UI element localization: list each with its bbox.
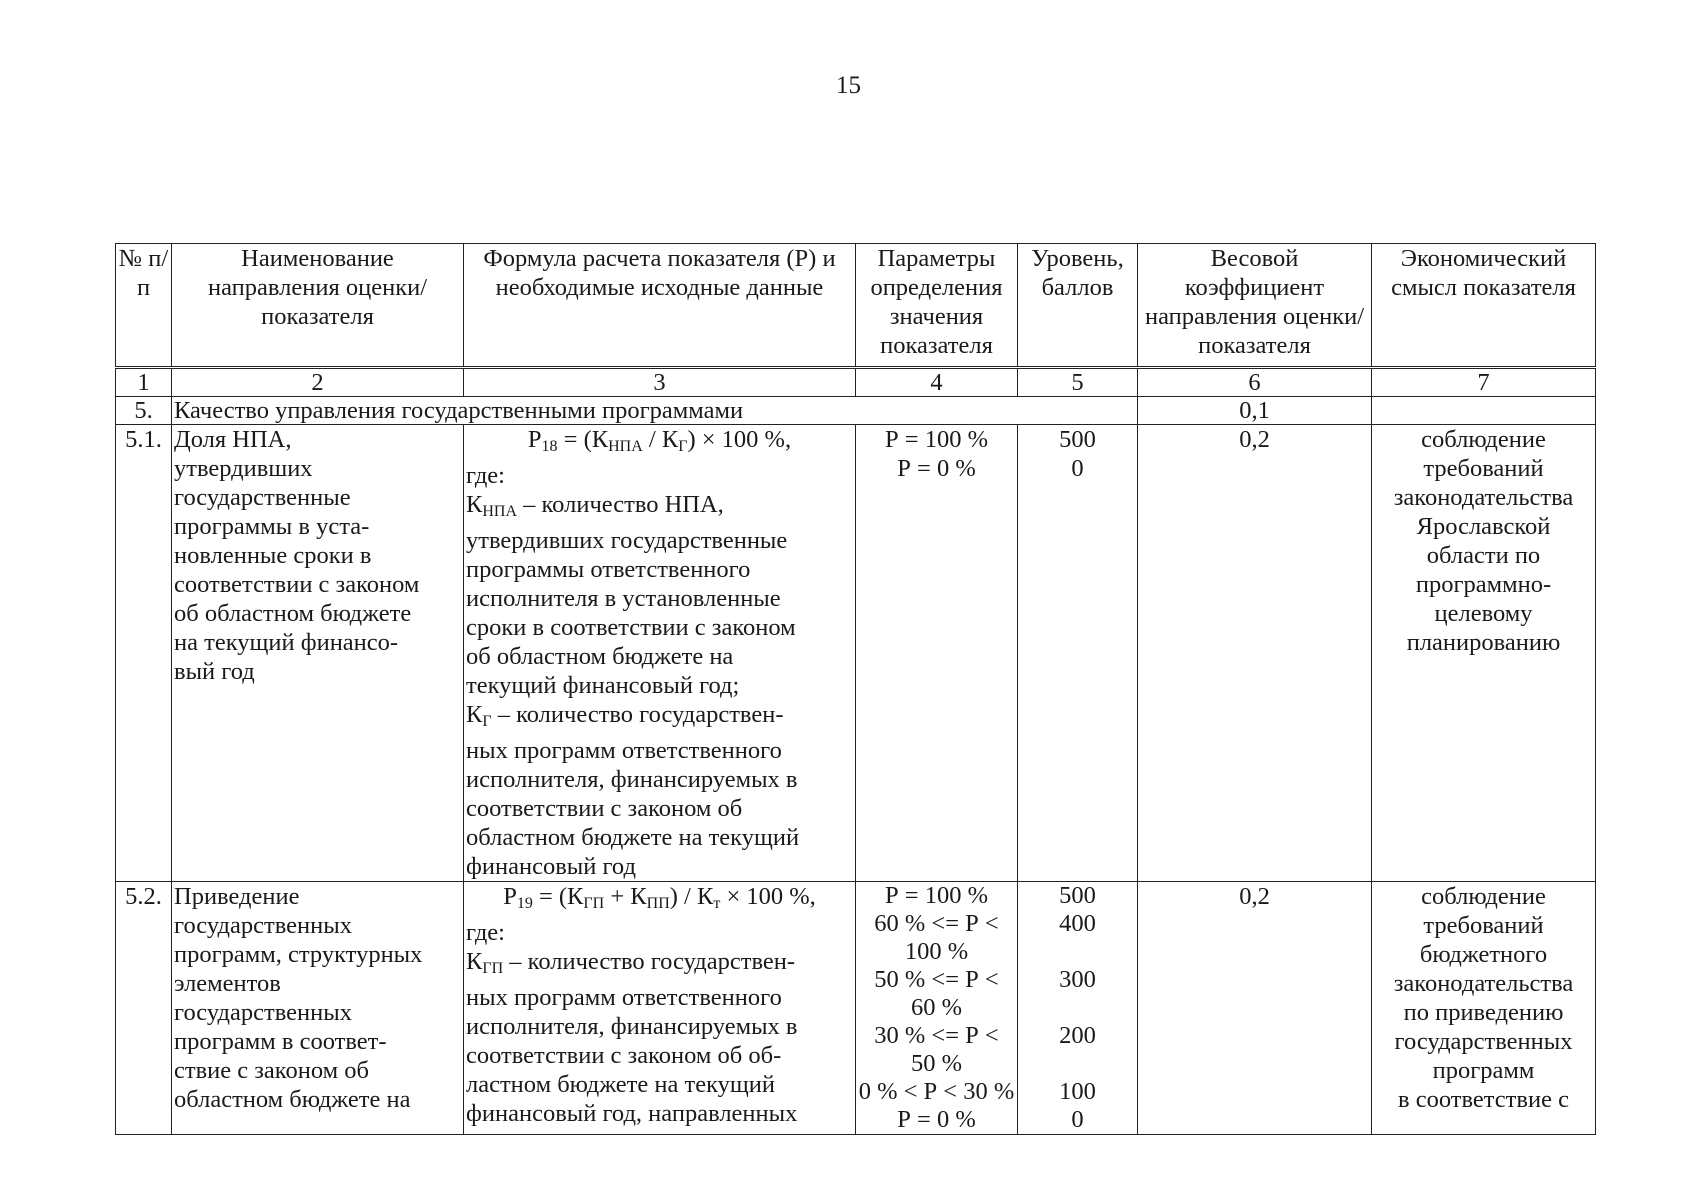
definition-line: финансовый год, направленных <box>466 1100 798 1127</box>
level-value: 500 <box>1059 426 1096 453</box>
name-line: новленные сроки в <box>174 542 372 569</box>
indicator-params <box>856 425 1018 882</box>
section-meaning-empty <box>1372 397 1596 425</box>
param-line: 60 % <= Р < <box>874 910 999 937</box>
formula-line: $Р_{19} = (К_{ГП} + К_{ПП}) / К_т \times 100$ %, <box>503 883 816 912</box>
column-number: 7 <box>1372 368 1596 397</box>
definition-line: исполнителя, финансируемых в <box>466 766 798 793</box>
name-line: Приведение <box>174 883 300 910</box>
table-row <box>116 425 1596 882</box>
indicator-weight: 0,2 <box>1138 882 1372 1135</box>
level-value: 400 <box>1059 910 1096 937</box>
meaning-line: в соответствие с <box>1398 1086 1569 1113</box>
level-value: 200 <box>1059 1022 1096 1049</box>
definition-line: утвердивших государственные <box>466 527 788 554</box>
meaning-line: планированию <box>1406 629 1561 656</box>
formula-where: где: <box>466 462 505 489</box>
column-number: 1 <box>116 368 172 397</box>
name-line: областном бюджете на <box>174 1086 411 1113</box>
definition-line: сроки в соответствии с законом <box>466 614 796 641</box>
param-line: 0 % < Р < 30 % <box>858 1078 1015 1105</box>
name-line: программ, структурных <box>174 941 423 968</box>
meaning-line: законодательства <box>1393 484 1574 511</box>
definition-line: соответствии с законом об <box>466 795 743 822</box>
meaning-line: соблюдение <box>1421 426 1546 453</box>
indicator-meaning <box>1372 425 1596 882</box>
definition-line: ластном бюджете на текущий <box>466 1071 775 1098</box>
column-number-row <box>116 368 1596 397</box>
definition-line: исполнителя, финансируемых в <box>466 1013 798 1040</box>
definition-line: текущий финансовый год; <box>466 672 740 699</box>
param-line: Р = 0 % <box>897 1106 976 1133</box>
indicator-params <box>856 882 1018 1135</box>
meaning-line: соблюдение <box>1421 883 1546 910</box>
indicator-meaning <box>1372 882 1596 1135</box>
level-value: 100 <box>1059 1078 1096 1105</box>
table-row <box>116 882 1596 1135</box>
header-weight: Весовой коэффициент направления оценки/показателя <box>1138 244 1372 368</box>
header-number: № п/п <box>116 244 172 368</box>
definition-line: об областном бюджете на <box>466 643 734 670</box>
column-number: 2 <box>172 368 464 397</box>
meaning-line: требований <box>1423 455 1544 482</box>
definition-line: ных программ ответственного <box>466 984 782 1011</box>
indicator-levels <box>1018 425 1138 882</box>
level-spacer <box>1020 994 1135 1022</box>
formula-where: где: <box>466 919 505 946</box>
indicator-levels <box>1018 882 1138 1135</box>
meaning-line: программно- <box>1415 571 1552 598</box>
row-number: 5.1. <box>116 425 172 882</box>
level-value: 500 <box>1059 882 1096 909</box>
definition-line: исполнителя в установленные <box>466 585 781 612</box>
page-number: 15 <box>836 72 861 99</box>
name-line: об областном бюджете <box>174 600 412 627</box>
column-number: 3 <box>464 368 856 397</box>
formula-line: $Р_{18} = (К_{НПА} / К_Г) \times 100$ %, <box>527 426 792 455</box>
header-params: Параметры определения значения показателя <box>856 244 1018 368</box>
name-line: государственных <box>174 999 352 1026</box>
meaning-line: требований <box>1423 912 1544 939</box>
name-line: вый год <box>174 658 255 685</box>
name-line: программы в уста- <box>174 513 370 540</box>
name-line: на текущий финансо- <box>174 629 399 656</box>
evaluation-table <box>115 243 1596 1135</box>
indicator-weight: 0,2 <box>1138 425 1372 882</box>
meaning-line: законодательства <box>1393 970 1574 997</box>
param-line: 50 % <= Р < <box>874 966 999 993</box>
level-value: 0 <box>1071 455 1084 482</box>
level-value: 300 <box>1059 966 1096 993</box>
definition-line: финансовый год <box>466 853 636 880</box>
column-number: 5 <box>1018 368 1138 397</box>
level-value: 0 <box>1071 1106 1084 1133</box>
meaning-line: государственных <box>1394 1028 1573 1055</box>
header-formula: Формула расчета показателя (Р) и необходимые исходные данные <box>464 244 856 368</box>
param-line: Р = 100 % <box>885 882 988 909</box>
name-line: элементов <box>174 970 281 997</box>
param-line: Р = 0 % <box>897 455 976 482</box>
name-line: соответствии с законом <box>174 571 420 598</box>
indicator-name <box>172 882 464 1135</box>
meaning-line: целевому <box>1434 600 1533 627</box>
name-line: утвердивших <box>174 455 313 482</box>
definition-line: областном бюджете на текущий <box>466 824 800 851</box>
indicator-formula <box>464 425 856 882</box>
level-spacer <box>1020 1050 1135 1078</box>
param-line: 50 % <box>910 1050 963 1077</box>
meaning-line: области по <box>1426 542 1541 569</box>
definition-line: $К_Г$ – количество государствен- <box>466 701 784 730</box>
name-line: Доля НПА, <box>174 426 292 453</box>
meaning-line: бюджетного <box>1419 941 1548 968</box>
param-line: 60 % <box>910 994 963 1021</box>
column-number: 4 <box>856 368 1018 397</box>
header-name: Наименование направления оценки/показателя <box>172 244 464 368</box>
indicator-name <box>172 425 464 882</box>
param-line: 30 % <= Р < <box>874 1022 999 1049</box>
definition-line: $К_{ГП}$ – количество государствен- <box>466 948 796 977</box>
column-number: 6 <box>1138 368 1372 397</box>
definition-line: соответствии с законом об об- <box>466 1042 782 1069</box>
definition-line: $К_{НПА}$ – количество НПА, <box>466 491 724 520</box>
table-header-row <box>116 244 1596 368</box>
name-line: государственных <box>174 912 352 939</box>
header-meaning: Экономический смысл показателя <box>1372 244 1596 368</box>
header-level: Уровень, баллов <box>1018 244 1138 368</box>
definition-line: программы ответственного <box>466 556 751 583</box>
row-number: 5.2. <box>116 882 172 1135</box>
section-title: Качество управления государственными программами <box>172 397 1138 425</box>
section-number: 5. <box>116 397 172 425</box>
section-weight: 0,1 <box>1138 397 1372 425</box>
meaning-line: программ <box>1432 1057 1535 1084</box>
name-line: государственные <box>174 484 351 511</box>
section-row <box>116 397 1596 425</box>
indicator-formula <box>464 882 856 1135</box>
definition-line: ных программ ответственного <box>466 737 782 764</box>
param-line: Р = 100 % <box>885 426 988 453</box>
meaning-line: по приведению <box>1403 999 1564 1026</box>
meaning-line: Ярославской <box>1416 513 1551 540</box>
name-line: программ в соответ- <box>174 1028 387 1055</box>
level-spacer <box>1020 938 1135 966</box>
name-line: ствие с законом об <box>174 1057 369 1084</box>
param-line: 100 % <box>904 938 969 965</box>
